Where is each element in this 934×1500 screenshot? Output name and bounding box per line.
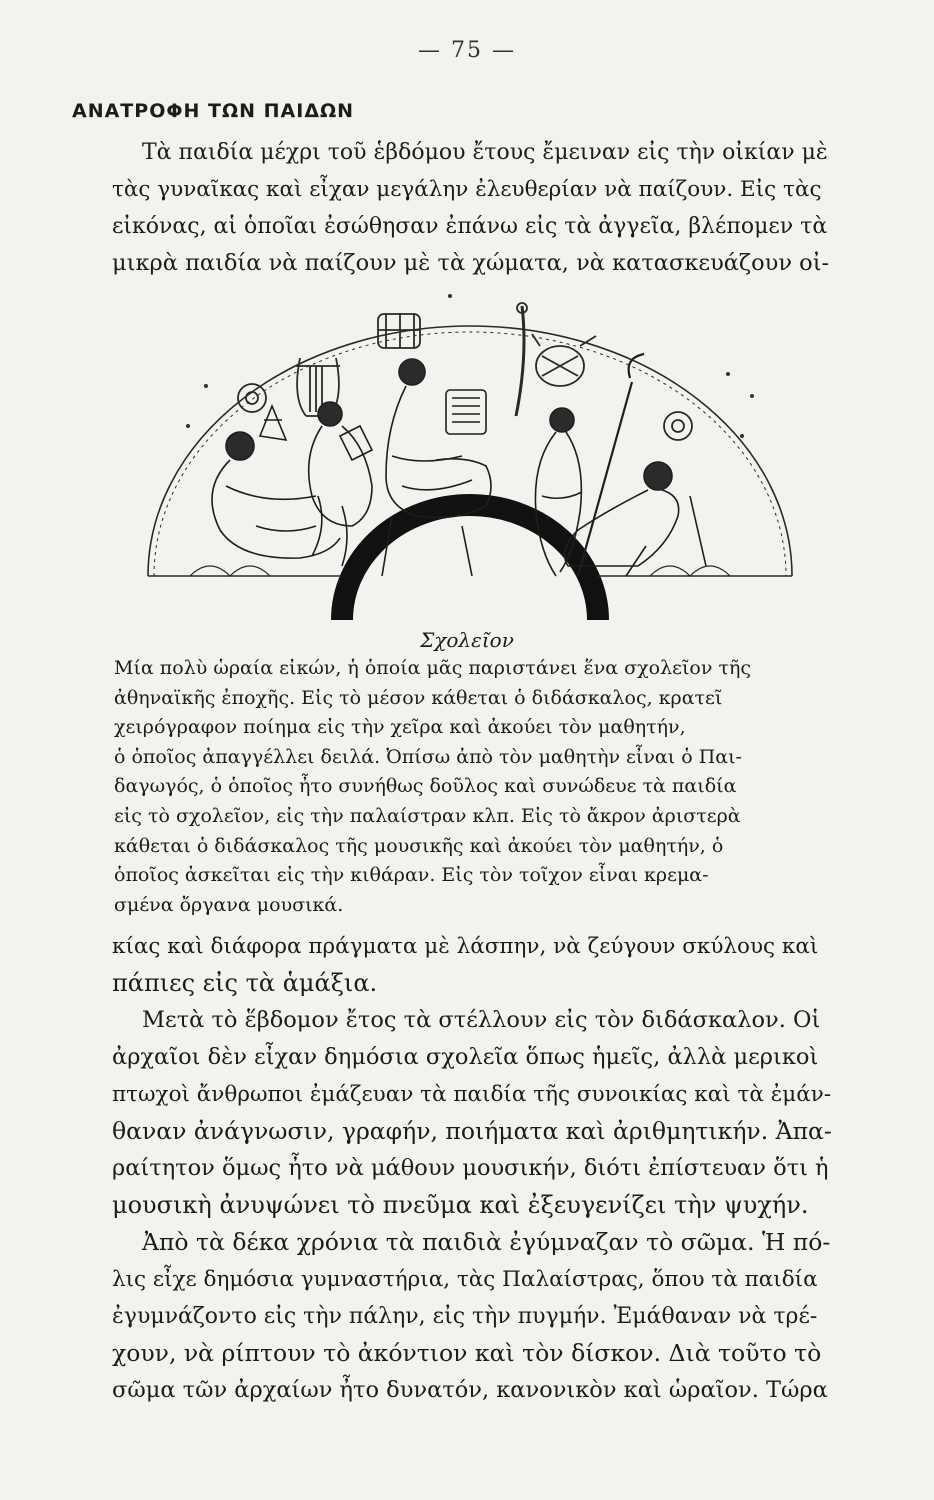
paidagogos-seated [565,354,706,576]
text-line: εἰκόνας, αἱ ὁποῖαι ἐσώθησαν ἐπάνω εἰς τὰ ἀγγεῖα, βλέπομεν τὰ [112,214,828,239]
intro-paragraph [112,134,832,282]
text-line: σῶμα τῶν ἀρχαίων ἦτο δυνατόν, κανονικὸν καὶ ὡραῖον. Τώρα [112,1377,828,1403]
caption-line: Μία πολὺ ὡραία εἰκών, ἡ ὁποία μᾶς παριστάνει ἕνα σχολεῖον τῆς [114,657,751,679]
caption-line: ἀθηναϊκῆς ἐποχῆς. Εἰς τὸ μέσον κάθεται ὁ διδάσκαλος, κρατεῖ [114,686,723,709]
figure-caption [114,654,834,920]
section-title: ΑΝΑΤΡΟΦΗ ΤΩΝ ΠΑΙΔΩΝ [72,100,355,122]
caption-line: κάθεται ὁ διδάσκαλος τῆς μουσικῆς καὶ ἀκούει τὸν μαθητήν, ὁ [114,834,724,857]
caption-line: δαγωγός, ὁ ὁποῖος ἦτο συνήθως δοῦλος καὶ συνώδευε τὰ παιδία [114,775,737,798]
meander-right [650,566,730,576]
figure-caption-title: Σχολεῖον [420,628,514,652]
text-line: λις εἶχε δημόσια γυμναστήρια, τὰς Παλαίστρας, ὅπου τὰ παιδία [112,1267,818,1292]
hanging-lyre-right [532,334,596,386]
schoolmaster-center [382,359,491,576]
round-cup-left [238,384,266,412]
text-line: πάπιες εἰς τὰ ἁμάξια. [112,969,378,997]
text-line: ἐγυμνάζοντο εἰς τὴν πάλην, εἰς τὴν πυγμήν. Ἐμάθαναν νὰ τρέ- [112,1304,818,1329]
text-line: τὰς γυναῖκας καὶ εἶχαν μεγάλην ἐλευθερίαν νὰ παίζουν. Εἰς τὰς [112,177,822,202]
caption-line: χειρόγραφον ποίημα εἰς τὴν χεῖρα καὶ ἀκούει τὸν μαθητήν, [114,716,686,739]
caption-line: ὁποῖος ἀσκεῖται εἰς τὴν κιθάραν. Εἰς τὸν τοῖχον εἶναι κρεμα- [114,864,709,887]
page-number: — 75 — [418,38,516,63]
text-line: θαναν ἀνάγνωσιν, γραφήν, ποιήματα καὶ ἀριθμητικήν. Ἀπα- [112,1117,832,1145]
text-line: ἀρχαῖοι δὲν εἶχαν δημόσια σχολεῖα ὅπως ἡμεῖς, ἀλλὰ μερικοὶ [112,1044,819,1070]
hanging-basket [378,314,420,348]
vase-painting-illustration [130,286,810,620]
manuscript-scroll [446,390,486,434]
text-line: μικρὰ παιδία νὰ παίζουν μὲ τὰ χώματα, νὰ κατασκευάζουν οἰ- [112,250,830,276]
text-line: Ἀπὸ τὰ δέκα χρόνια τὰ παιδιὰ ἐγύμναζαν τὸ σῶμα. Ἡ πό- [142,1228,831,1256]
round-cup-right [664,412,692,440]
body-paragraphs [112,928,832,1409]
text-line: πτωχοὶ ἄνθρωποι ἐμάζευαν τὰ παιδία τῆς συνοικίας καὶ τὰ ἐμάν- [112,1082,832,1107]
caption-line: σμένα ὄργανα μουσικά. [114,893,344,916]
walking-staff [578,382,632,576]
text-line: κίας καὶ διάφορα πράγματα μὲ λάσπην, νὰ ζεύγουν σκύλους καὶ [112,934,819,959]
text-line: χουν, νὰ ρίπτουν τὸ ἀκόντιον καὶ τὸν δίσκον. Διὰ τοῦτο τὸ [112,1339,822,1367]
text-line: μουσικὴ ἀνυψώνει τὸ πνεῦμα καὶ ἐξευγενίζει τὴν ψυχήν. [112,1191,809,1219]
meander-left [190,566,270,576]
caption-line: εἰς τὸ σχολεῖον, εἰς τὴν παλαίστραν κλπ. Εἰς τὸ ἄκρον ἀριστερὰ [114,804,741,827]
text-line: Μετὰ τὸ ἕβδομον ἔτος τὰ στέλλουν εἰς τὸν διδάσκαλον. Οἱ [142,1007,821,1033]
text-line: ραίτητον ὅμως ἦτο νὰ μάθουν μουσικήν, διότι ἐπίστευαν ὅτι ἡ [112,1155,829,1181]
hanging-flute [516,303,527,416]
caption-line: ὁ ὁποῖος ἀπαγγέλλει δειλά. Ὀπίσω ἀπὸ τὸν μαθητὴν εἶναι ὁ Παι- [114,745,742,768]
text-line: Τὰ παιδία μέχρι τοῦ ἑβδόμου ἔτους ἔμειναν εἰς τὴν οἰκίαν μὲ [142,140,828,165]
